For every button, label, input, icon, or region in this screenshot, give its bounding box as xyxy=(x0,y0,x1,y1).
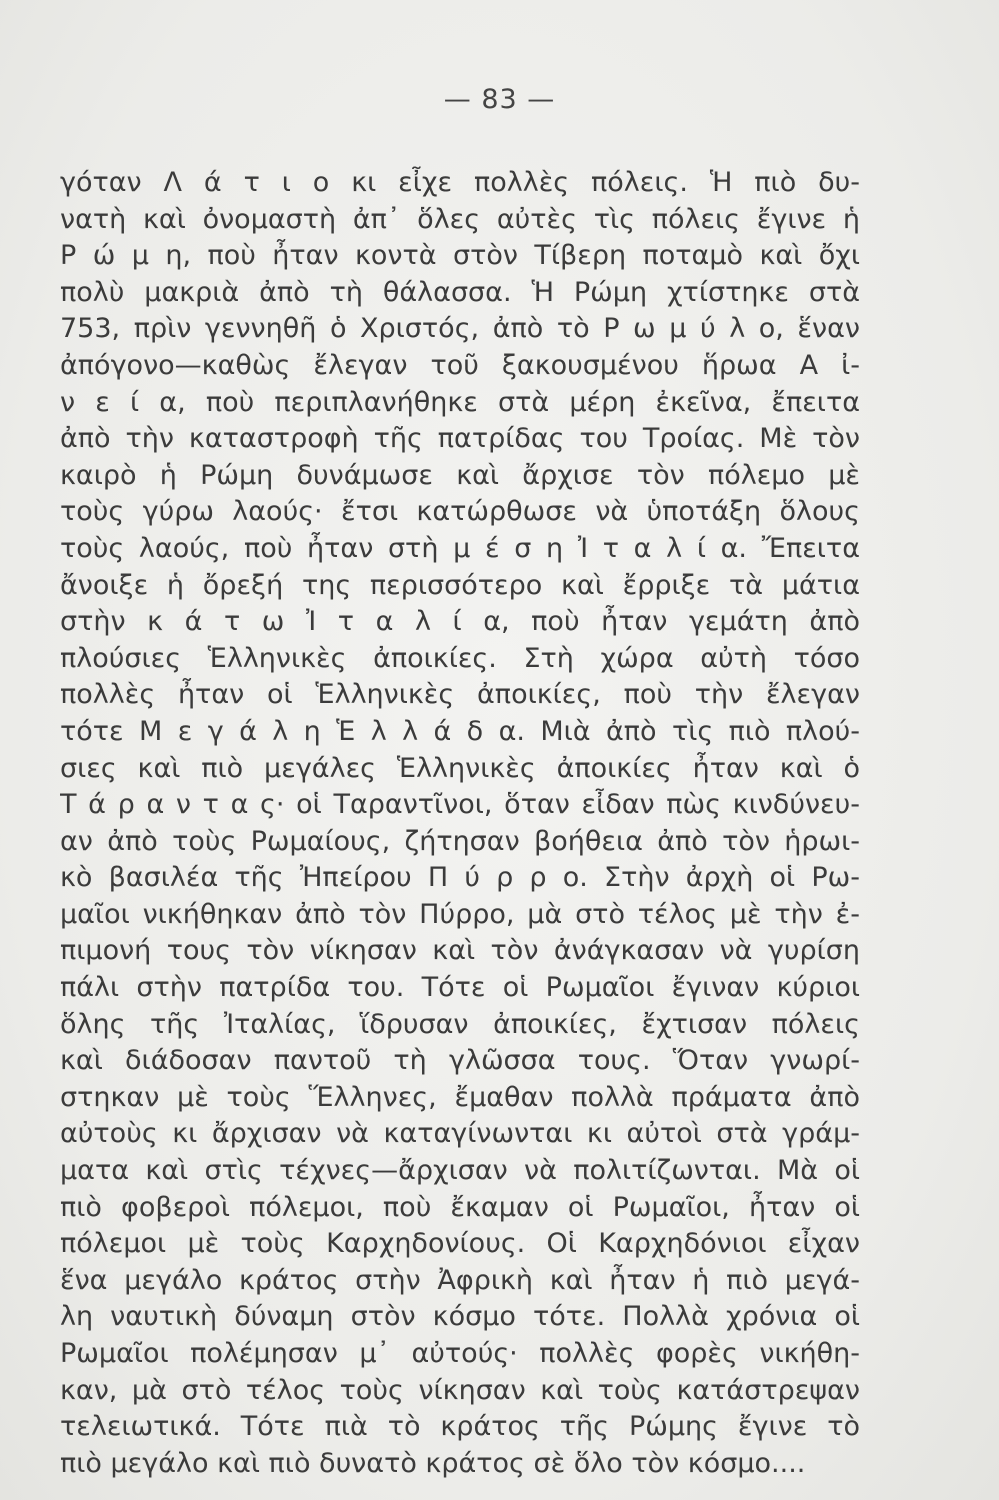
text-line: ν ε ί α, ποὺ περιπλανήθηκε στὰ μέρη ἐκεῖνα, ἔπειτα xyxy=(60,386,860,418)
text-line: ἀπόγονο—καθὼς ἔλεγαν τοῦ ξακουσμένου ἥρωα Α ἰ- xyxy=(60,349,860,381)
text-line: Τ ά ρ α ν τ α ς· οἱ Ταραντῖνοι, ὅταν εἶδαν πὼς κινδύνευ- xyxy=(60,789,860,821)
text-line: λη ναυτικὴ δύναμη στὸν κόσμο τότε. Πολλὰ χρόνια οἱ xyxy=(60,1301,860,1333)
text-line: αὐτοὺς κι ἄρχισαν νὰ καταγίνωνται κι αὐτοὶ στὰ γράμ- xyxy=(60,1118,860,1150)
text-line: καν, μὰ στὸ τέλος τοὺς νίκησαν καὶ τοὺς κατάστρεψαν xyxy=(60,1374,860,1406)
text-line: Ρ ώ μ η, ποὺ ἦταν κοντὰ στὸν Τίβερη ποταμὸ καὶ ὄχι xyxy=(60,240,860,272)
text-line: ὅλης τῆς Ἰταλίας, ἵδρυσαν ἀποικίες, ἔχτισαν πόλεις xyxy=(60,1008,860,1040)
text-line: τοὺς γύρω λαούς· ἔτσι κατώρθωσε νὰ ὑποτάξη ὅλους xyxy=(60,496,860,528)
page-number: — 83 — xyxy=(443,84,556,115)
text-line: ἀπὸ τὴν καταστροφὴ τῆς πατρίδας του Τροίας. Μὲ τὸν xyxy=(60,423,860,455)
text-line: τελειωτικά. Τότε πιὰ τὸ κράτος τῆς Ρώμης ἔγινε τὸ xyxy=(60,1411,860,1443)
text-line: αν ἀπὸ τοὺς Ρωμαίους, ζήτησαν βοήθεια ἀπὸ τὸν ἡρωι- xyxy=(60,825,860,857)
text-line: 753, πρὶν γεννηθῆ ὁ Χριστός, ἀπὸ τὸ Ρ ω μ ύ λ ο, ἕναν xyxy=(60,313,860,345)
text-line: σιες καὶ πιὸ μεγάλες Ἑλληνικὲς ἀποικίες ἦταν καὶ ὁ xyxy=(60,752,860,784)
text-line: τότε Μ ε γ ά λ η Ἑ λ λ ά δ α. Μιὰ ἀπὸ τὶς πιὸ πλού- xyxy=(60,715,860,747)
text-line: πλούσιες Ἑλληνικὲς ἀποικίες. Στὴ χώρα αὐτὴ τόσο xyxy=(60,642,860,674)
text-line: πιὸ μεγάλο καὶ πιὸ δυνατὸ κράτος σὲ ὅλο τὸν κόσμο.... xyxy=(60,1447,806,1479)
text-line: καὶ διάδοσαν παντοῦ τὴ γλῶσσα τους. Ὅταν γνωρί- xyxy=(60,1045,860,1077)
text-line: μαῖοι νικήθηκαν ἀπὸ τὸν Πύρρο, μὰ στὸ τέλος μὲ τὴν ἐ- xyxy=(60,898,860,930)
text-line: πιὸ φοβεροὶ πόλεμοι, ποὺ ἔκαμαν οἱ Ρωμαῖοι, ἦταν οἱ xyxy=(60,1191,860,1223)
text-line: πιμονή τους τὸν νίκησαν καὶ τὸν ἀνάγκασαν νὰ γυρίση xyxy=(60,935,860,967)
text-line: ἕνα μεγάλο κράτος στὴν Ἀφρικὴ καὶ ἦταν ἡ πιὸ μεγά- xyxy=(60,1264,860,1296)
body-text xyxy=(60,165,860,1482)
text-line: καιρὸ ἡ Ρώμη δυνάμωσε καὶ ἄρχισε τὸν πόλεμο μὲ xyxy=(60,459,860,491)
text-line: νατὴ καὶ ὀνομαστὴ ἀπ᾽ ὅλες αὐτὲς τὶς πόλεις ἔγινε ἡ xyxy=(60,203,860,235)
text-line: πάλι στὴν πατρίδα του. Τότε οἱ Ρωμαῖοι ἔγιναν κύριοι xyxy=(60,972,860,1004)
text-line: γόταν Λ ά τ ι ο κι εἶχε πολλὲς πόλεις. Ἡ πιὸ δυ- xyxy=(60,167,860,198)
text-line: στηκαν μὲ τοὺς Ἕλληνες, ἔμαθαν πολλὰ πράματα ἀπὸ xyxy=(60,1081,860,1113)
text-line: πόλεμοι μὲ τοὺς Καρχηδονίους. Οἱ Καρχηδόνιοι εἶχαν xyxy=(60,1228,860,1260)
text-line: τοὺς λαούς, ποὺ ἦταν στὴ μ έ σ η Ἰ τ α λ ί α. Ἔπειτα xyxy=(60,532,860,564)
text-line: ματα καὶ στὶς τέχνες—ἄρχισαν νὰ πολιτίζωνται. Μὰ οἱ xyxy=(60,1155,860,1187)
text-line: κὸ βασιλέα τῆς Ἠπείρου Π ύ ρ ρ ο. Στὴν ἀρχὴ οἱ Ρω- xyxy=(60,862,860,894)
text-line: ἄνοιξε ἡ ὄρεξή της περισσότερο καὶ ἔρριξε τὰ μάτια xyxy=(60,569,860,601)
text-line: στὴν κ ά τ ω Ἰ τ α λ ί α, ποὺ ἦταν γεμάτη ἀπὸ xyxy=(60,606,860,638)
text-line: Ρωμαῖοι πολέμησαν μ᾽ αὐτούς· πολλὲς φορὲς νικήθη- xyxy=(60,1338,860,1369)
text-line: πολὺ μακριὰ ἀπὸ τὴ θάλασσα. Ἡ Ρώμη χτίστηκε στὰ xyxy=(60,276,860,308)
text-line: πολλὲς ἦταν οἱ Ἑλληνικὲς ἀποικίες, ποὺ τὴν ἔλεγαν xyxy=(60,679,860,711)
